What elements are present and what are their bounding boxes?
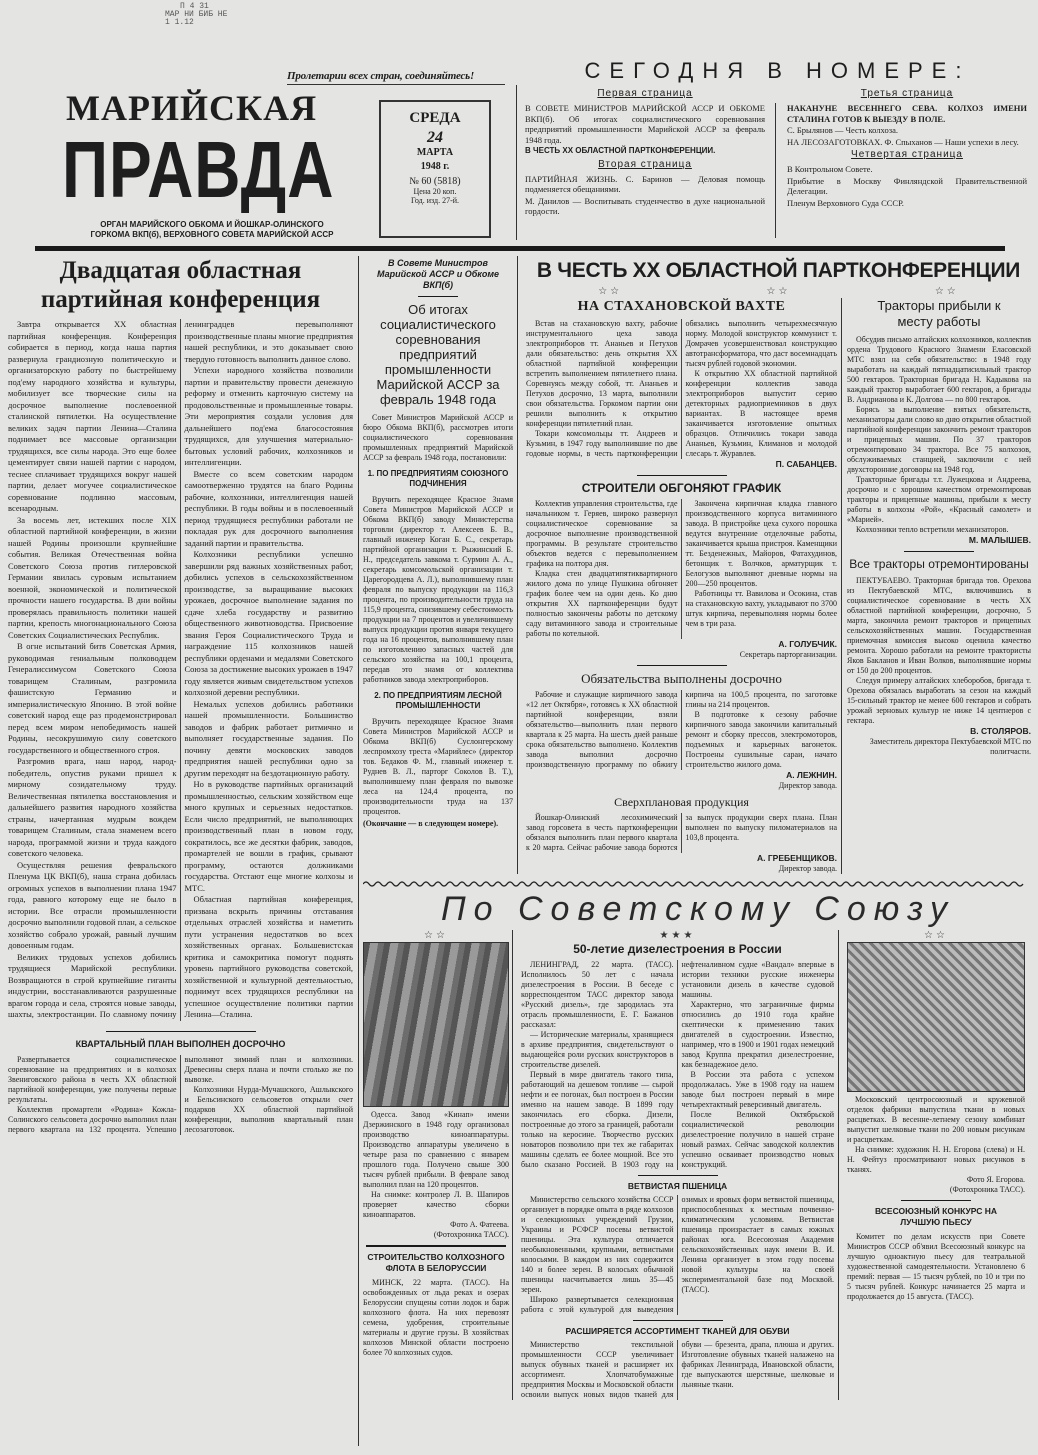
paragraph: Рабочие и служащие кирпичного завода «12 лет Октября», готовясь к XX областной партийной конференции, взяли обязательство—выполнить план первого квартала к 25 марта. На шесть дней раньше срока обязательство выполнено. Коллектив завода выполнил досрочно производственную программу по обжигу кирпича на 100,5 процента, по заготовке глины на 214 процентов.	[526, 690, 837, 769]
paragraph: Немалых успехов добились работники нашей промышленности. Большинство заводов и фабрик работает ритмично и выполняет государственные задания. По почину девяти московских заводов предприятия нашей республики одно за другим переходят на бездотационную работу.	[184, 698, 353, 778]
newspaper-title-bottom: ПРАВДА	[62, 124, 335, 215]
wheat-body	[521, 1195, 834, 1315]
photo-textiles	[847, 942, 1025, 1092]
stakhanov-signature: П. САБАНЦЕВ.	[775, 459, 837, 469]
contents-item[interactable]: НА ЛЕСОЗАГОТОВКАХ. Ф. Спыханов — Наши успехи в лесу.	[787, 136, 1019, 147]
paragraph: В огне испытаний битв Советская Армия, руководимая гениальным полководцем Генералиссимусом Советского Союза товарищем Сталиным, разгромила фашистскую Германию и империалистическую Японию. В этой войне советский народ еще раз продемонстрировал перед всем миром непобедимость нашей Родины, несокрушимую силу советского государственного и общественного строя.	[8, 641, 177, 755]
builders-signature: А. ГОЛУБЧИК.	[778, 639, 837, 649]
photo-left-credit-agency: (Фотохроника ТАСС).	[433, 1230, 509, 1239]
wavy-rule	[363, 880, 1028, 888]
subtitle-line: ОРГАН МАРИЙСКОГО ОБКОМА И ЙОШКАР-ОЛИНСКОГО	[100, 220, 324, 229]
paragraph: Но в руководстве партийных организаций промышленностью, сельским хозяйством еще много крупных и серьезных недостатков. Если число предприятий, не выполняющих производственный план в новом году, сократилось, все же десятки фабрик, заводов, промартелей не вошли в график, срывают программу, остаются должниками государства. Отстают еще многие колхозы и МТС.	[184, 779, 353, 893]
stars-decoration: ☆☆	[424, 930, 448, 941]
builders-article	[526, 481, 837, 660]
council-section-2-text: Вручить переходящее Красное Знамя Совета Министров Марийской АССР и Обкома ВКП(б) Суслонгерскому леспромхозу треста «Марийлес» (директор тов. Бедаков Ф. М., главный инженер т. Руднев В. Л., парторг Соколов В. Т.), выполнившему план февраля по вывозке леса на 124,4 процента, по производительности труда на 137 процентов.	[363, 717, 513, 816]
photo-left-credit: Фото А. Фатеева.	[450, 1220, 509, 1229]
photo-right-caption: Московский центросоюзный и кружевной отделок фабрики выпустила ткани в новых расцветках. В весенне-летнему сезону комбинат выпустит шелковые ткани по 200 новым рисункам и расцветкам.	[847, 1095, 1025, 1144]
photo-right-credit-agency: (Фотохроника ТАСС).	[949, 1185, 1025, 1194]
photo-right-caption-block	[847, 1095, 1025, 1195]
paragraph: — Исторические материалы, хранящиеся в архиве предприятия, свидетельствуют о выдающейся роли русских конструкторов в строительстве дизелей.	[521, 1030, 674, 1069]
paragraph: Развертывается социалистическое соревнование на предприятиях и в колхозах Звениговского района в честь XX областной партийной конференции, уже получены первые результаты.	[8, 1054, 177, 1104]
lower-left-column	[363, 930, 513, 1400]
photo-left-note: На снимке: контролер Л. В. Шапиров проверяет качество сборки киноаппаратов.	[363, 1190, 509, 1219]
shoes-body: Министерство текстильной промышленности СССР увеличивает выпуск обувных тканей и расширяет их ассортимент. Хлопчатобумажные предприятия Москвы и Московской области освоили выпуск новых видов тканей для обуви — брезента, драпа, плюша и других. Изготовление обувных тканей налажено на фабриках Ленинграда, Ивановской области, где выпускаются шерстяные, шелковые и льняные ткани.	[521, 1340, 834, 1399]
photo-left-caption: Одесса. Завод «Кинап» имени Дзержинского в 1948 году организовал производство киноаппаратуры. Производство аппаратуры увеличено в четыре раза по сравнению с январем прошлого года. Получено свыше 300 тысяч рублей прибыли. В феврале завод выполнил план на 120 процентов.	[363, 1110, 509, 1189]
weekday: СРЕДА	[409, 110, 461, 126]
date-box	[379, 100, 491, 238]
paragraph: Министерство сельского хозяйства СССР организует в порядке опыта в ряде колхозов и селекционных учреждений Грузии, Украины и РСФСР посевы ветвистой пшеницы. Эта культура отличается необыкновенными, крупными, ветвистыми колосьями. В каждом из них содержится 140 и более зерен. В колосьях обычной пшеницы насчитывается лишь 35—45 зерен.	[521, 1195, 674, 1294]
honor-columns	[526, 298, 1031, 874]
paragraph: В России эта работа с успехом продолжалась. Уже в 1908 году на нашем заводе был построен первый в мире четырехтактный реверсивный двигатель.	[681, 1070, 834, 1109]
lower-row	[363, 930, 1033, 1400]
section-rule	[637, 665, 727, 666]
paragraph: Борясь за выполнение взятых обязательств, механизаторы дали слово ко дню открытия областной партийной конференции закончить ремонт тракторов и прицепных машин. По 37 тракторов отремонтировано 34 трактора. Все 75 колхозов, обслуживаемых станцией, заключили с ней двухсторонние договоры на 1948 год.	[847, 405, 1031, 474]
paragraph: ЛЕНИНГРАД, 22 марта. (ТАСС). Исполнилось 50 лет с начала дизелестроения в России. В беседе с корреспондентом ТАСС директор завода «Русский дизель», где зародилась эта отрасль промышленности, Е. Г. Бажанов рассказал:	[521, 960, 674, 1029]
paragraph: Тракторные бригады т.т. Лужецкова и Андреева, досрочно и с хорошим качеством отремонтировав тракторы и прицепные машины, прибыли к месту работы в колхозы «Рой», «Красный самолет» и «Марией».	[847, 475, 1031, 524]
photo-factory	[363, 942, 509, 1107]
council-article	[363, 256, 518, 874]
contents-box	[525, 58, 1030, 240]
obligations-signature: А. ЛЕЖНИН.	[786, 770, 837, 780]
repaired-headline: Все тракторы отремонтированы	[849, 557, 1029, 571]
paragraph: Областная партийная конференция, призвана вскрыть причины отставания отдельных отраслей хозяйства и наметить пути устранения недостатков во всех хозяйственных органах. Большевистская критика и самокритика помогут поднять уровень партийного руководства советской, хозяйственной и культурной деятельностью, поднимут всех трудящихся республики на успешное осуществление политики партии Ленина—Сталина.	[184, 894, 353, 1019]
contents-item[interactable]: М. Данилов — Воспитывать студенчество в духе национальной гордости.	[525, 195, 765, 216]
photo-left-caption-block	[363, 1110, 509, 1240]
stars-decoration: ★★★	[659, 930, 696, 941]
builders-body	[526, 499, 837, 639]
stars-decoration: ☆☆	[924, 930, 948, 941]
section-rule	[366, 1245, 506, 1247]
tractors-article	[847, 298, 1031, 546]
top-row	[363, 256, 1033, 874]
quarter-article	[8, 1036, 353, 1135]
contents-item[interactable]: ПАРТИЙНАЯ ЖИЗНЬ. С. Баринов — Деловая помощь подменяется обещаниями.	[525, 173, 765, 194]
honor-right-column	[847, 298, 1031, 874]
issue-number: № 60 (5818)	[409, 176, 461, 187]
honor-section	[526, 256, 1031, 874]
paragraph: Вместе со всем советским народом самоотверженно трудятся на благо Родины рабочие, колхозники, интеллигенция нашей республики. В годы войны и в послевоенный период трудящиеся республики работали не покладая рук для досрочного выполнения заданий партии и правительства.	[184, 468, 353, 548]
lower-right-column	[847, 930, 1025, 1400]
wheat-headline: ВЕТВИСТАЯ ПШЕНИЦА	[627, 1181, 728, 1191]
paragraph: Обсудив письмо алтайских колхозников, коллектив ордена Трудового Красного Знамени Еласовской МТС взял на себя обязательство: в 1948 году выработать на каждый пятнадцатисильный трактор 500 гектаров. Тракторная бригада Н. Кадыкова на каждый трактор выработает 600 гектаров, а бригады В. Андрианова и К. Долгова — по 800 гектаров.	[847, 335, 1031, 404]
wheat-section	[521, 1181, 834, 1315]
paragraph: ПЕКТУБАЕВО. Тракторная бригада тов. Орехова из Пектубаевской МТС, включившись в социалистическое соревнование в честь XX областной партийной конференции, досрочно, 5 марта, закончила ремонт тракторов и прицепных сельскохозяйственных машин. Государственная приемочная комиссия высоко оценила качество ремонта. Хорошо работали на ремонте трактористы Яков Бакланов и Иван Волков, выполнявшие нормы от 150 до 200 процентов.	[847, 576, 1031, 675]
contents-right	[787, 86, 1027, 209]
library-stamp	[165, 3, 227, 27]
obligations-article	[526, 671, 837, 791]
council-headline: Об итогах социалистического соревнования предприятий промышленности Марийской АССР за февраль 1948 года	[376, 302, 500, 407]
contents-divider	[775, 103, 776, 238]
obligations-body	[526, 690, 837, 770]
contents-item[interactable]: С. Брылянов — Честь колхоза.	[787, 125, 898, 135]
left-column	[8, 256, 353, 1135]
contents-item[interactable]: В ЧЕСТЬ XX ОБЛАСТНОЙ ПАРТКОНФЕРЕНЦИИ.	[525, 146, 716, 155]
price: Цена 20 коп.	[413, 187, 457, 196]
repaired-body	[847, 576, 1031, 726]
paragraph: Колхозники республики успешно завершили ряд важных хозяйственных работ, добились успехов в сельскохозяйственном производстве, за выращивание высоких урожаев, досрочное выполнение задания по сдаче хлеба государству и развитию общественного животноводства. Присвоение звания Героя Социалистического Труда и награждение 115 колхозников нашей республики орденами и медалями Советского Союза за достижение высоких урожаев в 1947 году является живым свидетельством успехов колхозной деревни республики.	[184, 549, 353, 697]
surplus-article	[526, 795, 837, 874]
quarter-headline: КВАРТАЛЬНЫЙ ПЛАН ВЫПОЛНЕН ДОСРОЧНО	[75, 1038, 286, 1049]
contest-article	[847, 1206, 1025, 1302]
stamp-line: МАР НИ БИБ НЕ	[165, 10, 228, 19]
contents-left	[525, 86, 765, 218]
stamp-line: 1 1.12	[165, 18, 194, 27]
council-kicker: В Совете Министров Марийской АССР и Обкоме ВКП(б)	[376, 258, 499, 290]
diesel-headline: 50-летие дизелестроения в России	[573, 942, 782, 956]
council-section-1-text: Вручить переходящее Красное Знамя Совета Министров Марийской АССР и Обкома ВКП(б) заводу Министерства торговли (директор т. Алексеев Б. В., главный инженер Коган Б. С., секретарь партийной организации т. Рыжинский Б. Н., председатель завкома т. Сурмин А. А., секретарь комсомольской организации т. Царегородцева А. Л.), выполнившему план февраля по выпуску продукции на 116,3 процента, по производительности труда на 115,9 процента, снизившему себестоимость продукции на 7 процентов и увеличившему выпуск продукции против января текущего года на 16 процентов, выполнившему план по изготовлению запасных частей для сельского хозяйства на 100,1 процента, передав это знамя от коллектива работников завода электроприборов.	[363, 495, 513, 684]
shoes-headline: РАСШИРЯЕТСЯ АССОРТИМЕНТ ТКАНЕЙ ДЛЯ ОБУВИ	[565, 1326, 790, 1336]
subtitle-line: ГОРКОМА ВКП(б), ВЕРХОВНОГО СОВЕТА МАРИЙСКОЙ АССР	[90, 230, 334, 239]
day: 24	[427, 129, 443, 146]
lower-middle-column	[521, 930, 839, 1400]
month: МАРТА	[416, 147, 454, 158]
column-divider	[358, 256, 359, 1446]
tractors-signature: М. МАЛЫШЕВ.	[968, 535, 1031, 545]
slogan: Пролетарии всех стран, соединяйтесь!	[287, 70, 505, 85]
contents-item[interactable]: НАКАНУНЕ ВЕСЕННЕГО СЕВА. КОЛХОЗ ИМЕНИ СТАЛИНА ГОТОВ К ВЫЕЗДУ В ПОЛЕ.	[787, 103, 1027, 124]
paragraph: Встав на стахановскую вахту, рабочие инструментального цеха завода электроприборов тт. Ананьев и Петухов дали обязательство: день открытия XX областной партийной конференции встретить выполнением пятилетнего плана. Соревнуясь между собой, тт. Ананьев и Петухов досрочно, 13 марта, выполнили свои обязательства. Горкомом партии они решили выполнить к открытию конференции пятилетний план.	[526, 319, 678, 428]
paragraph: После Великой Октябрьской социалистической революции дизелестроение получило в нашей стране новый размах. Сейчас заводской коллектив успешно осваивает производство новых конструкций.	[681, 1110, 834, 1169]
council-intro: Совет Министров Марийской АССР и бюро Обкома ВКП(б), рассмотрев итоги социалистического соревнования промышленных предприятий Марийской АССР за февраль 1948 года, постановили:	[363, 413, 513, 462]
surplus-signature: А. ГРЕБЕНЩИКОВ.	[756, 853, 837, 863]
masthead-divider	[516, 85, 517, 240]
tractors-body	[847, 335, 1031, 535]
paragraph: Коллектив промартели «Родина» Кожла-Солинского сельсовета досрочно выполнил план первого квартала на 132 процента. Успешно выполняют зимний план и колхозники. Древесины сверх плана и почти столько же по вывозке.	[8, 1054, 353, 1134]
contest-body: Комитет по делам искусств при Совете Министров СССР об'явил Всесоюзный конкурс на лучшую одноактную пьесу для театральной художественной самодеятельности. Установлено 6 премий: первая — 15 тысяч рублей, по 10 и три по 5 тысяч рублей. Конкурс начинается 25 марта и продолжается до 15 августа. (ТАСС).	[847, 1232, 1025, 1301]
paragraph: Первый в мире двигатель такого типа, работающий на дешевом топливе — сырой нефти и ее погонах, был построен в России именно на нашем заводе. В 1899 году закончилась его сборка. Дизели, построенные до этого за границей, работали только на керосине. Творчество русских новаторов позволило при тех же габаритах машины сделать ее более мощной. Все это было сказано Россией. В 1903 году на нефтеналивном судне «Вандал» впервые в истории техники русские инженеры установили дизель в качестве судовой машины.	[521, 960, 834, 1169]
surplus-body	[526, 813, 837, 853]
diesel-body	[521, 960, 834, 1170]
honor-middle-column	[526, 298, 842, 874]
quarter-rule	[106, 1031, 256, 1032]
paragraph: Коллектив управления строительства, где начальником т. Геряев, широко развернул социалистическое соревнование за досрочное выполнение производственной программы. В результате строительство объектов ведется с перевыполнением графика на полтора дня.	[526, 499, 678, 568]
quarter-body	[8, 1055, 353, 1135]
stars-row	[526, 286, 1031, 298]
section-rule	[901, 1200, 971, 1201]
honor-banner: В ЧЕСТЬ XX ОБЛАСТНОЙ ПАРТКОНФЕРЕНЦИИ	[536, 259, 1021, 282]
contents-page-heading: Третья страница	[860, 88, 954, 99]
council-continued: (Окончание — в следующем номере).	[363, 819, 499, 828]
contents-item[interactable]: В СОВЕТЕ МИНИСТРОВ МАРИЙСКОЙ АССР И ОБКОМЕ ВКП(б). Об итогах социалистического соревнования предприятий промышленности Марийской АССР за февраль 1948 года.	[525, 103, 765, 145]
paragraph: Разгромив врага, наш народ, народ-победитель, опустив руками пришел к мирному созидательному труду. Величественная пятилетка восстановления и дальнейшего развития народного хозяйства страны, начертанная мудрым вождем товарищем Сталиным, стала знаменем всего народа, программой жизни и труда каждого советского человека.	[8, 756, 177, 858]
fleet-headline: СТРОИТЕЛЬСТВО КОЛХОЗНОГО ФЛОТА В БЕЛОРУССИИ	[367, 1252, 505, 1273]
paragraph: Йошкар-Олинский лесохимический завод горсовета в честь партконференции обязался выполнить план первого квартала к 20 марта. Сейчас рабочие завода борются за выпуск продукции сверх плана. План выполнен по выпуску пиломатериалов на 103,8 процента.	[526, 813, 837, 852]
contents-item[interactable]: В Контрольном Совете.	[787, 164, 873, 174]
paragraph: Закончена кирпичная кладка главного производственного корпуса витаминного завода. В пристройке цеха сухого порошка ведутся внутренние отделочные работы, заканчивается крыша пристроя. Каменщики тт. Безденежных, Майоров, Фатахудинов, бетонщик т. Волчков, арматурщик т. Белогузов выполняют дневные нормы на 200—250 процентов.	[685, 499, 837, 588]
masthead-rule	[35, 246, 1005, 251]
diesel-article	[521, 942, 834, 1170]
obligations-headline: Обязательства выполнены досрочно	[581, 671, 782, 686]
edition-year: Год. изд. 27-й.	[410, 196, 460, 205]
stars-decoration: ☆☆	[934, 286, 959, 297]
kicker-rule	[418, 296, 458, 297]
surplus-headline: Сверхплановая продукция	[614, 795, 749, 809]
paragraph: Токари комсомольцы тт. Андреев и Кузьмин, в 1947 году выполнившие по две годовые нормы, в честь партконференции обязались выполнить четырехмесячную норму. Молодой конструктор коммунист т. Домрачев усовершенствовал конструкцию автотрансформатора, что даст восемнадцать тысяч рублей годовой экономии.	[526, 319, 837, 458]
lead-headline: Двадцатая областная партийная конференция	[40, 257, 321, 313]
stars-decoration: ☆☆	[598, 286, 623, 297]
section-rule	[633, 1320, 723, 1321]
lead-article	[8, 256, 353, 1021]
builders-signature-role: Секретарь парторганизации.	[739, 650, 837, 659]
photo-right-credit: Фото Я. Егорова.	[966, 1175, 1025, 1184]
contents-page-heading: Вторая страница	[598, 158, 692, 170]
paragraph: За восемь лет, истекших после XIX областной партийной конференции, в жизни нашей Родины произошли крупнейшие события. Великая Отечественная война Советского Союза против гитлеровской Германии явилась суровым испытанием военной, экономической и политической прочности нашего государства. В дни войны проверялась правильность политики нашей партии, крепость многонационального Союза Советских Социалистических Республик.	[8, 514, 177, 640]
photo-right-note: На снимке: художник Н. Н. Егорова (слева) и Н. Н. Фейтуз просматривают новых рисунков в тканях.	[847, 1145, 1025, 1174]
obligations-signature-role: Директор завода.	[778, 781, 837, 790]
contest-headline: ВСЕСОЮЗНЫЙ КОНКУРС НА ЛУЧШУЮ ПЬЕСУ	[874, 1206, 998, 1227]
council-section-1: 1. ПО ПРЕДПРИЯТИЯМ СОЮЗНОГО ПОДЧИНЕНИЯ	[367, 469, 509, 488]
section-rule	[637, 475, 727, 476]
right-area	[363, 256, 1033, 1400]
paragraph: Работницы тт. Вавилова и Осокина, став на стахановскую вахту, укладывают по 3700 штук кирпича, перевыполняя нормы более чем в три раза.	[685, 589, 837, 628]
section-rule	[904, 551, 974, 552]
paragraph: Успехи народного хозяйства позволили партии и правительству провести денежную реформу и отменить карточную систему на продовольственные и промышленные товары. Эти мероприятия создали условия для дальнейшего под'ема благосостояния трудящихся, для улучшения материально-бытовых условий рабочих, колхозников и интеллигенции.	[184, 365, 353, 467]
repaired-article	[847, 557, 1031, 757]
stakhanov-article	[526, 298, 837, 470]
fleet-body: МИНСК, 22 марта. (ТАСС). На освобожденных от льда реках и озерах Белоруссии спущены сотни лодок и барж колхозного флота. На них перевозят семена, удобрения, строительные материалы и другие грузы. В хозяйствах колхозов Минской области построено более 70 колхозных судов.	[363, 1278, 509, 1357]
contents-item[interactable]: Прибытие в Москву Финляндской Правительственной Делегации.	[787, 175, 1027, 196]
paragraph: В подготовке к сезону рабочие кирпичного завода закончили капитальный ремонт и сборку прессов, электромоторов, подъемных и карьерных вагонеток. Построены сушильные сараи, начато строительство жилого дома.	[685, 710, 837, 769]
stars-decoration: ☆☆	[766, 286, 791, 297]
contents-title: СЕГОДНЯ В НОМЕРЕ:	[584, 58, 971, 83]
paragraph: Кладка стен двадцатипятиквартирного жилого дома по улице Пушкина обгоняет график более чем на один день. Ко дню открытия XX партконференции будут полностью закончены работы по детскому саду витаминного завода и строительные работы по котельной.	[526, 569, 678, 638]
stamp-line: П 4 31	[180, 2, 209, 11]
soviet-union-banner: По Советскому Союзу	[441, 890, 955, 928]
contents-item[interactable]: Пленум Верховного Суда СССР.	[787, 197, 904, 208]
year: 1948 г.	[420, 161, 450, 172]
shoes-article	[521, 1326, 834, 1400]
paragraph: Осуществляя решения февральского Пленума ЦК ВКП(б), наша страна добилась огромных успехов в выполнении плана 1947 года, равного которому еще не было в истории. Все отрасли промышленности досрочно выполнили годовой план, а сельское хозяйство собрало урожай, равный лучшим довоенным годам.	[8, 859, 177, 950]
contents-page-heading: Четвертая страница	[851, 149, 963, 160]
paragraph: Характерно, что заграничные фирмы относились до 1910 года крайне скептически к применению таких двигателей в судостроении. Известно, например, что в 1900 и 1901 годах немецкий завод Круппа прекратил дизелестроение, как безнадежное дело.	[681, 1000, 834, 1069]
section-rule	[638, 1175, 718, 1176]
council-section-2: 2. ПО ПРЕДПРИЯТИЯМ ЛЕСНОЙ ПРОМЫШЛЕННОСТИ	[374, 691, 502, 710]
paragraph: Колхозники тепло встретили механизаторов.	[856, 525, 1009, 534]
paragraph: Великих трудовых успехов добились трудящиеся Марийской республики. Возвращаются в строй крупнейшие гиганты индустрии, восстанавливаются разрушенные врагом города и села, строятся новые заводы, шахты, электростанции. По славному почину ленинградцев перевыполняют производственные планы многие предприятия нашей республики, и это доказывает свою твердую готовность выполнить данное слово.	[8, 319, 353, 1019]
builders-headline: СТРОИТЕЛИ ОБГОНЯЮТ ГРАФИК	[581, 481, 782, 495]
lead-body	[8, 319, 353, 1021]
paragraph: Завтра открывается XX областная партийная конференция. Конференция собирается в период, когда наша партия развернула грандиозную политическую и организаторскую работу по быстрейшему под'ему народного хозяйства и культуры, мобилизует все творческие силы на досрочное выполнение послевоенной сталинской пятилетки. На осуществление великих задач партии Ленина—Сталина поднимает все массовые организации трудящихся, все силы народа. Это еще более цементирует связи нашей партии с народом, теснее сплачивает трудящихся вокруг нашей партии, делает могучее социалистическое соревнование подлинно массовым, всенародным.	[8, 319, 177, 513]
newspaper-title-top: МАРИЙСКАЯ	[66, 88, 318, 128]
masthead-subtitle	[62, 220, 362, 240]
paragraph: Колхозники Нурда-Мучашского, Ашлыкского и Бельсинского сельсоветов открыли счет подарков XX областной партийной конференции, выполнив квартальный план лесозаготовок.	[184, 1084, 353, 1134]
paragraph: Следуя примеру алтайских хлеборобов, бригада т. Орехова обязалась выработать за сезон на каждый 15-сильный трактор не менее 600 гектаров и собрать урожай зерновых культур не ниже 14 центнеров с гектара.	[847, 676, 1031, 725]
stakhanov-body	[526, 319, 837, 459]
surplus-signature-role: Директор завода.	[778, 864, 837, 873]
stakhanov-headline: НА СТАХАНОВСКОЙ ВАХТЕ	[577, 299, 786, 314]
repaired-signature-role: Заместитель директора Пектубаевской МТС по политчасти.	[869, 737, 1031, 756]
contents-page-heading: Первая страница	[597, 88, 693, 99]
fleet-article	[363, 1252, 509, 1358]
paragraph: К открытию XX областной партийной конференции коллектив завода электроприборов выпустит серию детекторных радиоприемников в двух вариантах. В настоящее время заканчивается изготовление опытных образцов. Отличились токари завода Ананьев, Кузьмин, Климанов и молодой слесарь т. Журавлев.	[685, 369, 837, 458]
paragraph: Широко развертывается селекционная работа с этой культурой для выведения озимых и яровых форм ветвистой пшеницы, приспособленных к местным почвенно-климатическим условиям. Ветвистая пшеница произрастает в самых южных районах юга. Всесоюзная Академия сельскохозяйственных наук имени В. И. Ленина организует в этом году посевы новой культуры на своей экспериментальной базе под Москвой. (ТАСС).	[521, 1195, 834, 1314]
repaired-signature: В. СТОЛЯРОВ.	[970, 726, 1031, 736]
tractors-headline: Тракторы прибыли к месту работы	[877, 298, 1001, 329]
